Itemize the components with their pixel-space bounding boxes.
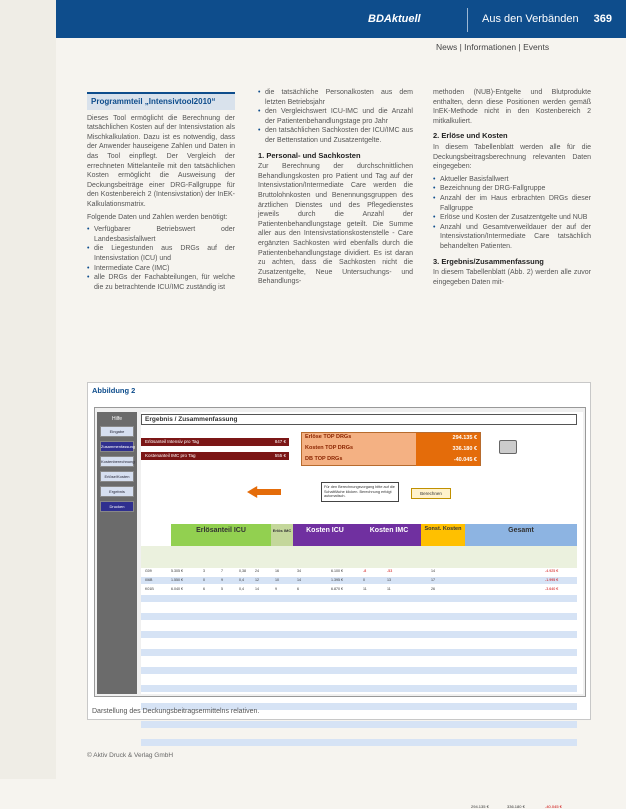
row-label: DB TOP DRGs	[305, 456, 343, 462]
table-row	[141, 685, 577, 692]
figure-caption: Darstellung des Deckungsbeitragsermittelns relativen.	[92, 708, 260, 715]
table-row	[141, 568, 577, 575]
sidebar-item[interactable]: Kostenberechnung	[100, 456, 134, 467]
bullet-list	[258, 88, 413, 146]
table-cell: 6.040 €	[171, 587, 183, 591]
red-summary-bar	[141, 438, 289, 446]
left-arrow-icon[interactable]	[247, 486, 281, 498]
list-item: • alle DRGs der Fachabteilungen, für welche die zu betrachtende ICU/IMC zuständig ist	[87, 273, 235, 292]
table-row	[141, 676, 577, 683]
table-row	[141, 577, 577, 584]
table-cell: 6	[203, 587, 205, 591]
total-cell: 336.180 €	[507, 804, 525, 809]
program-box-title: Programmteil „Intensivtool2010“	[87, 92, 235, 110]
table-cell: 11	[363, 587, 367, 591]
subnav: News | Informationen | Events	[436, 42, 550, 52]
table-row	[141, 721, 577, 728]
table-cell: 17	[431, 578, 435, 582]
journal-name: BDAktuell	[368, 13, 421, 25]
group-header: Kosten IMC	[357, 524, 421, 546]
sidebar-item[interactable]: Drucken	[100, 501, 134, 512]
table-cell: 14	[255, 587, 259, 591]
sheet-title: Ergebnis / Zusammenfassung	[141, 414, 577, 425]
top-drg-row	[302, 444, 480, 455]
list-item: • den Vergleichswert ICU-IMC und die Anzahl der Patientenbehandlungstage pro Jahr	[258, 107, 413, 126]
table-row	[141, 631, 577, 638]
sidebar-item[interactable]: Ergebnis	[100, 486, 134, 497]
section-name: Aus den Verbänden	[482, 13, 579, 25]
figure-label: Abbildung 2	[92, 386, 136, 395]
table-cell: 13	[387, 578, 391, 582]
table-cell: 1.550 €	[171, 578, 183, 582]
list-item: • Verfügbarer Betriebswert oder Landesbasisfallwert	[87, 225, 235, 244]
group-header: Gesamt	[465, 524, 577, 546]
list-item: • Anzahl der im Haus erbrachten DRGs dieser Fallgruppe	[433, 194, 591, 213]
table-row	[141, 649, 577, 656]
table-cell: -53	[387, 569, 393, 573]
table-cell: 9	[221, 578, 223, 582]
paragraph: Dieses Tool ermöglicht die Berechnung der tatsächlichen Kosten auf der Intensivstation als Mischkalkulation. Dazu ist es notwendig, dass der Anwender hauseigene Zahlen und Daten in das Tool einpflegt. Der Vergleich der errechneten Mittelanteile mit den tatsächlichen Kosten ermöglicht die Ausweisung der Deckungsbeiträge einer DRG-Fallgruppe für den Kostenbereich 2 (Intensivstation) der InEK-Kalkulationsmatrix.	[87, 114, 235, 208]
bar-label: Kostenanteil IMC pro Tag	[145, 453, 196, 458]
table-cell: 14	[297, 578, 301, 582]
table-cell: 0	[363, 578, 365, 582]
bar-value: 555 €	[274, 453, 286, 458]
table-row	[141, 748, 577, 755]
column-1	[87, 92, 235, 292]
drg-cell: K01B	[145, 587, 154, 591]
table-cell: 10	[275, 578, 279, 582]
spreadsheet-sidebar	[97, 412, 137, 694]
list-item: • Bezeichnung der DRG-Fallgruppe	[433, 184, 591, 194]
row-label: Erlöse TOP DRGs	[305, 434, 352, 440]
column-3	[433, 88, 591, 290]
table-row	[141, 640, 577, 647]
table-cell: 5	[221, 587, 223, 591]
table-row	[141, 604, 577, 611]
table-row	[141, 658, 577, 665]
table-row	[141, 739, 577, 746]
row-value: 294.135 €	[416, 433, 480, 444]
table-row	[141, 586, 577, 593]
table-cell: 14	[431, 569, 435, 573]
table-cell: 26	[431, 587, 435, 591]
row-value: -40.045 €	[416, 455, 480, 466]
list-item: • den tatsächlichen Sachkosten der ICU/IMC aus der Bettenstation und Zusatzentgelte.	[258, 126, 413, 145]
calculate-button[interactable]: Berechnen	[411, 488, 451, 499]
list-item: • Intermediate Care (IMC)	[87, 264, 235, 274]
page-number: 369	[593, 13, 612, 25]
group-header: Sonst. Kosten	[421, 524, 465, 546]
list-item: • Anzahl und Gesamtverweildauer der auf der Intensivstation/Intermediate Care tatsächlich behandelten Patienten.	[433, 223, 591, 252]
header-divider	[467, 8, 468, 32]
table-row	[141, 667, 577, 674]
group-header: Erlösanteil ICU	[171, 524, 271, 546]
sidebar-title: Hilfe	[111, 416, 122, 422]
table-cell: 7	[221, 569, 223, 573]
top-drg-row	[302, 455, 480, 466]
table-cell: 0,38	[239, 569, 246, 573]
drg-cell: I06B	[145, 578, 153, 582]
drg-cell: G09	[145, 569, 152, 573]
top-drg-box	[301, 432, 481, 466]
table-cell: 24	[255, 569, 259, 573]
page-gutter	[0, 0, 56, 779]
table-row	[141, 613, 577, 620]
table-cell: 0,4	[239, 578, 244, 582]
bar-value: 847 €	[274, 439, 286, 444]
table-cell: 11	[387, 587, 391, 591]
table-row	[141, 595, 577, 602]
list-item: • Erlöse und Kosten der Zusatzentgelte und NUB	[433, 213, 591, 223]
table-row	[141, 730, 577, 737]
table-cell: 12	[255, 578, 259, 582]
sidebar-item[interactable]: Eingabe	[100, 426, 134, 437]
table-cell: 6.870 €	[331, 587, 343, 591]
table-cell: 16	[275, 569, 279, 573]
list-item: • die tatsächliche Personalkosten aus dem letzten Betriebsjahr	[258, 88, 413, 107]
sub-header-row	[141, 546, 577, 568]
table-cell: 34	[297, 569, 301, 573]
row-value: 336.180 €	[416, 444, 480, 455]
bullet-list	[433, 175, 591, 252]
table-cell: 9	[275, 587, 277, 591]
paragraph: methoden (NUB)-Entgelte und Blutprodukte enthalten, denn diese Positionen werden gemäß InEK-Methode nicht in den Kostenbereich 2 mitkalkuliert.	[433, 89, 591, 125]
instruction-note: Für den Berechnungsvorgang bitte auf die Schaltfläche klicken. Berechnung erfolgt automatisch.	[321, 482, 399, 502]
page-header	[56, 0, 626, 38]
sidebar-item[interactable]: Zusammenfassung	[100, 441, 134, 452]
paragraph: Zur Berechnung der durchschnittlichen Behandlungskosten pro Patient und Tag auf der Intensivstation/Intermediate Care werden die Bruttolohnkosten und Benennungsgruppen des ärztlichen Dienstes und des Pflegedienstes jeweils durch die Anzahl der Patientenbehandlungstage geteilt. Die Summe aller aus den Intensivstationskostenstelle - Care ergänzten Sachkosten wird ebenfalls durch die Patientenbehandlungstage dividiert. Es ist daran zu achten, dass die Sachkosten nicht die Zusatzentgelte, Neue Untersuchungs- und Behandlungs-	[258, 163, 413, 286]
list-item: • die Liegestunden aus DRGs auf der Intensivstation (ICU) und	[87, 244, 235, 263]
table-cell: -1.995 €	[545, 578, 559, 582]
red-summary-bar	[141, 452, 289, 460]
table-cell: 6.100 €	[331, 569, 343, 573]
table-cell: 6	[297, 587, 299, 591]
top-drg-row	[302, 433, 480, 444]
group-header: Erlös IMC	[271, 524, 293, 546]
group-header: Kosten ICU	[293, 524, 357, 546]
table-cell: 1.395 €	[331, 578, 343, 582]
paragraph: Folgende Daten und Zahlen werden benötigt:	[87, 213, 228, 221]
list-item: • Aktueller Basisfallwert	[433, 175, 591, 185]
table-cell: 0	[203, 578, 205, 582]
table-cell: -4.925 €	[545, 569, 559, 573]
column-2	[258, 88, 413, 290]
table-cell: -3.640 €	[545, 587, 559, 591]
row-label: Kosten TOP DRGs	[305, 445, 354, 451]
bar-label: Erlösanteil Intensiv pro Tag	[145, 439, 199, 444]
page-footer: © Aktiv Druck & Verlag GmbH	[87, 752, 174, 759]
section-heading: 1. Personal- und Sachkosten	[258, 150, 361, 160]
table-cell: -8	[363, 569, 367, 573]
total-cell: 294.135 €	[471, 804, 489, 809]
table-row	[141, 622, 577, 629]
printer-icon[interactable]	[499, 440, 517, 454]
paragraph: In diesem Tabellenblatt werden alle für die Deckungsbeitragsberechnung relevanten Daten eingegeben:	[433, 143, 591, 171]
sidebar-item[interactable]: Erlöse/Kosten	[100, 471, 134, 482]
bullet-list	[87, 225, 235, 292]
table-cell: 3	[203, 569, 205, 573]
section-heading: 2. Erlöse und Kosten	[433, 131, 508, 141]
table-cell: 5.305 €	[171, 569, 183, 573]
section-heading: 3. Ergebnis/Zusammenfassung	[433, 256, 544, 266]
table-row	[141, 694, 577, 701]
paragraph: In diesem Tabellenblatt (Abb. 2) werden alle zuvor eingegeben Daten mit-	[433, 269, 591, 286]
table-cell: 0,4	[239, 587, 244, 591]
total-cell: -40.045 €	[545, 804, 562, 809]
